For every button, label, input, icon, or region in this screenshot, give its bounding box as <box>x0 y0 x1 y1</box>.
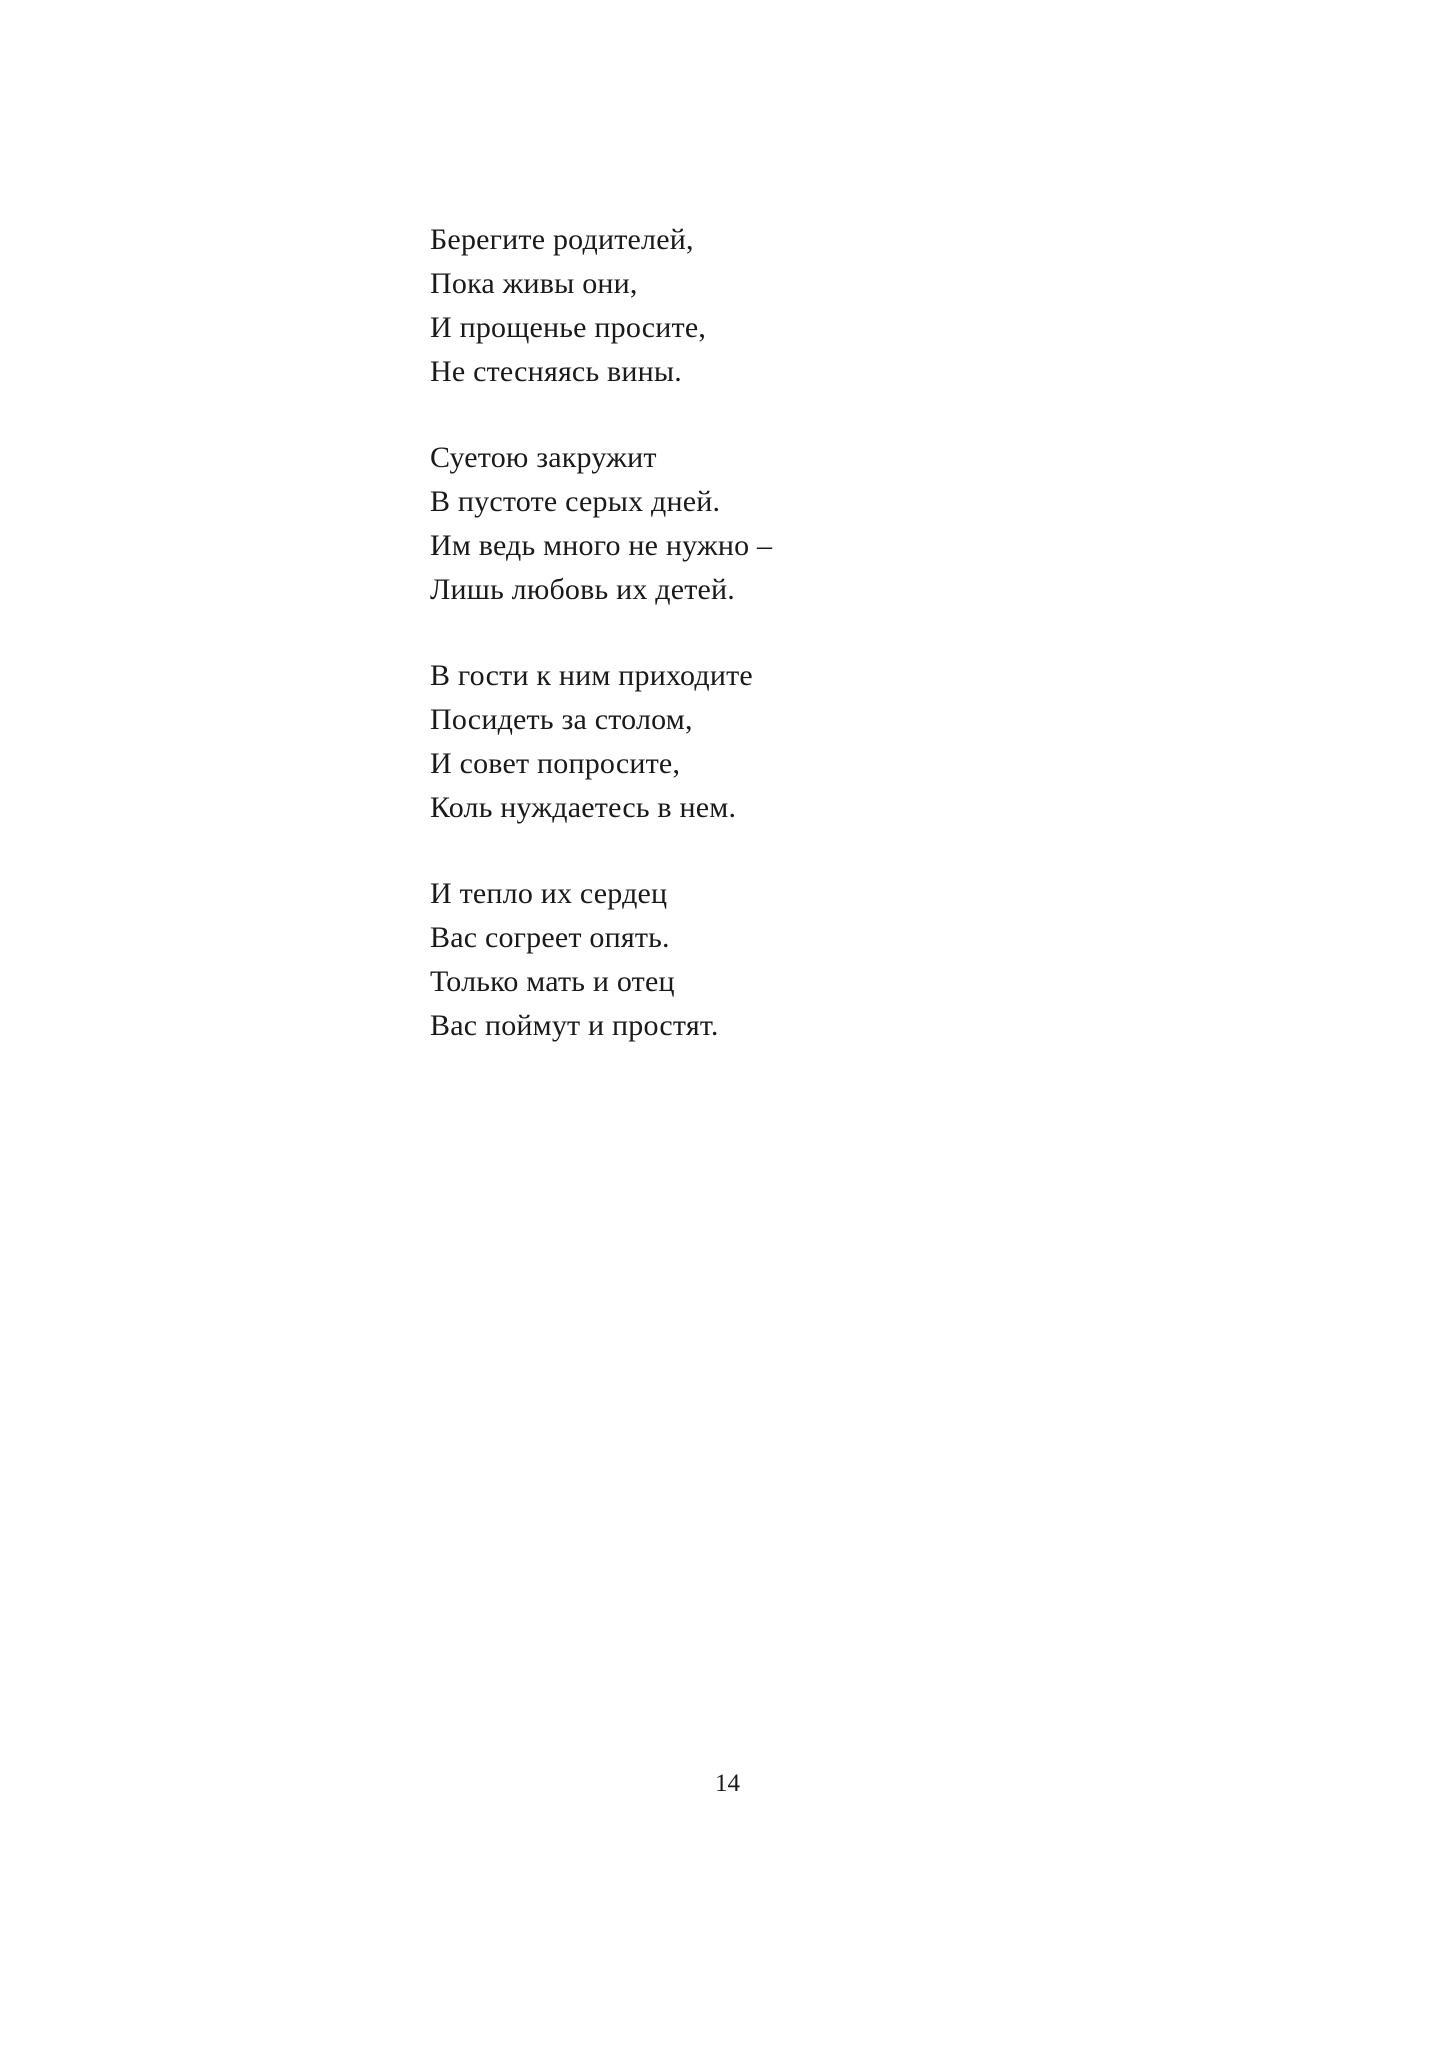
poem-stanza <box>430 654 1190 830</box>
poem-line: Пока живы они, <box>430 267 638 300</box>
poem-line: Берегите родителей, <box>430 223 694 256</box>
poem-stanza <box>430 436 1190 612</box>
poem-line: Вас поймут и простят. <box>430 1009 719 1042</box>
poem-line: В гости к ним приходите <box>430 659 753 692</box>
poem-line: Им ведь много не нужно – <box>430 529 773 562</box>
poem-stanza <box>430 872 1190 1048</box>
poem-line: И тепло их сердец <box>430 877 668 910</box>
poem-line: Только мать и отец <box>430 965 675 998</box>
poem-stanza <box>430 218 1190 394</box>
poem-line: И прощенье просите, <box>430 311 707 344</box>
poem-line: Посидеть за столом, <box>430 703 693 736</box>
poem-line: И совет попросите, <box>430 747 681 780</box>
poem-line: Коль нуждаетесь в нем. <box>430 791 737 824</box>
poem-body <box>430 218 1190 1048</box>
page-number: 14 <box>715 1770 740 1797</box>
poem-line: Суетою закружит <box>430 441 657 474</box>
poem-line: Не стесняясь вины. <box>430 355 682 388</box>
poem-line: Лишь любовь их детей. <box>430 573 735 606</box>
poem-line: В пустоте серых дней. <box>430 485 721 518</box>
poem-line: Вас согреет опять. <box>430 921 670 954</box>
